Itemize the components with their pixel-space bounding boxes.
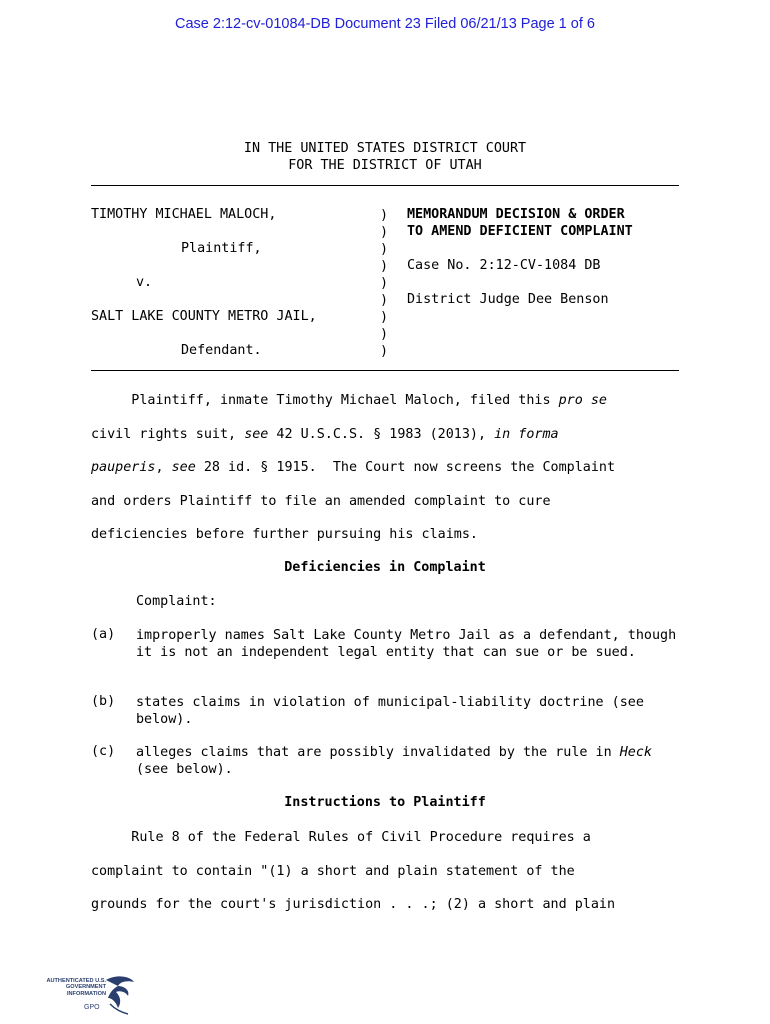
logo-gpo: GPO xyxy=(84,1004,100,1011)
court-heading xyxy=(0,140,770,174)
text: 28 id. § 1915. The Court now screens the Complaint xyxy=(195,460,616,475)
intro-line-5: deficiencies before further pursuing his claims. xyxy=(91,527,478,542)
defendant-role: Defendant. xyxy=(181,343,262,358)
defendant-name: SALT LAKE COUNTY METRO JAIL, xyxy=(91,309,317,324)
plaintiff-name: TIMOTHY MICHAEL MALOCH, xyxy=(91,207,277,222)
gpo-authentication-logo xyxy=(44,974,134,1018)
text: alleges claims that are possibly invalidated by the rule in xyxy=(136,745,620,760)
text: Plaintiff, inmate Timothy Michael Maloch, filed this xyxy=(91,393,559,408)
paren: ) xyxy=(380,225,389,240)
item-c-label: (c) xyxy=(91,744,116,759)
paren: ) xyxy=(380,310,389,325)
item-b-text: states claims in violation of municipal-liability doctrine (see below). xyxy=(136,695,644,727)
instructions-line-3: grounds for the court's jurisdiction . . .; (2) a short and plain xyxy=(91,897,616,912)
paren: ) xyxy=(380,242,389,257)
paren: ) xyxy=(380,344,389,359)
intro-line-4: and orders Plaintiff to file an amended complaint to cure xyxy=(91,494,551,509)
item-c-text xyxy=(136,744,686,778)
paren: ) xyxy=(380,327,389,342)
court-line-1: IN THE UNITED STATES DISTRICT COURT xyxy=(243,141,527,156)
text-italic: pro se xyxy=(558,393,607,408)
paren: ) xyxy=(380,276,389,291)
text: , xyxy=(155,460,172,475)
text: (see below). xyxy=(136,762,233,777)
text: 42 U.S.C.S. § 1983 (2013), xyxy=(268,427,495,442)
caption-bottom-rule xyxy=(91,370,679,371)
text-italic: see xyxy=(171,460,196,475)
paren: ) xyxy=(380,259,389,274)
caption-parentheses xyxy=(380,207,392,360)
text-italic: see xyxy=(244,427,269,442)
document-title-line-2: TO AMEND DEFICIENT COMPLAINT xyxy=(407,224,633,239)
intro-line-3 xyxy=(91,459,615,476)
complaint-lead: Complaint: xyxy=(136,594,217,609)
judge-name: District Judge Dee Benson xyxy=(407,292,609,307)
versus: v. xyxy=(136,275,153,290)
text: civil rights suit, xyxy=(91,427,245,442)
case-number: Case No. 2:12-CV-1084 DB xyxy=(407,258,601,273)
instructions-line-2: complaint to contain "(1) a short and plain statement of the xyxy=(91,864,575,879)
paren: ) xyxy=(380,208,389,223)
document-title-line-1: MEMORANDUM DECISION & ORDER xyxy=(407,207,625,222)
court-line-2: FOR THE DISTRICT OF UTAH xyxy=(288,158,482,173)
text-italic: in forma xyxy=(494,427,559,442)
plaintiff-role: Plaintiff, xyxy=(181,241,262,256)
item-a-label: (a) xyxy=(91,627,116,642)
caption-top-rule xyxy=(91,185,679,186)
text-italic: pauperis xyxy=(91,460,156,475)
section-heading-instructions: Instructions to Plaintiff xyxy=(284,795,486,810)
eagle-icon xyxy=(100,974,140,1018)
item-a-text: improperly names Salt Lake County Metro Jail as a defendant, though it is not an independent legal entity that can sue or be sued. xyxy=(136,628,677,660)
logo-text: AUTHENTICATED U.S. GOVERNMENT INFORMATION xyxy=(46,978,106,997)
intro-line-2 xyxy=(91,426,559,443)
instructions-line-1: Rule 8 of the Federal Rules of Civil Procedure requires a xyxy=(91,830,591,845)
text-italic: Heck xyxy=(619,745,652,760)
item-b-label: (b) xyxy=(91,694,116,709)
intro-line-1 xyxy=(91,392,607,409)
paren: ) xyxy=(380,293,389,308)
section-heading-deficiencies: Deficiencies in Complaint xyxy=(284,560,486,575)
document-banner: Case 2:12-cv-01084-DB Document 23 Filed 06/21/13 Page 1 of 6 xyxy=(175,16,595,32)
